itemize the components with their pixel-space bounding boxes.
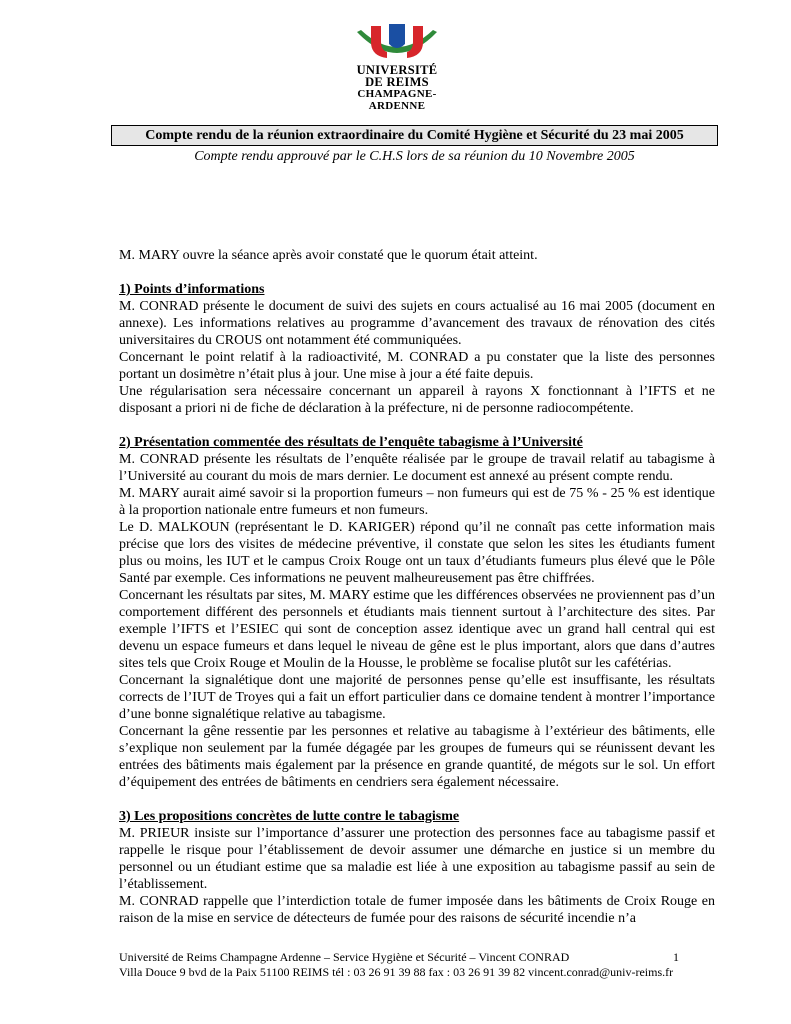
logo-line-2: DE REIMS: [365, 75, 429, 89]
intro-paragraph: M. MARY ouvre la séance après avoir constaté que le quorum était atteint.: [119, 248, 538, 263]
footer-address-line: Villa Douce 9 bvd de la Paix 51100 REIMS tél : 03 26 91 39 88 fax : 03 26 91 39 82 vincent.conrad@univ-reims.fr: [119, 965, 674, 979]
section-1-paragraph: M. CONRAD présente le document de suivi des sujets en cours actualisé au 16 mai 2005 (document en annexe). Les informations relatives au programme d’avancement des travaux de rénovation des cités universitaires du CROUS ont notamment été communiquées.: [119, 299, 715, 348]
section-3-paragraph: M. CONRAD rappelle que l’interdiction totale de fumer imposée dans les bâtiments de Croix Rouge en raison de la mise en service de détecteurs de fumée pour des raisons de sécurité incendie n’a: [119, 894, 715, 926]
section-1-paragraph: Concernant le point relatif à la radioactivité, M. CONRAD a pu constater que la liste des personnes portant un dosimètre n’était plus à jour. Une mise à jour a été faite depuis.: [119, 350, 715, 382]
section-1-heading: 1) Points d’informations: [119, 282, 265, 297]
document-subtitle: Compte rendu approuvé par le C.H.S lors de sa réunion du 10 Novembre 2005: [194, 149, 635, 164]
section-2-paragraph: M. CONRAD présente les résultats de l’enquête réalisée par le groupe de travail relatif au tabagisme à l’Université au courant du mois de mars dernier. Le document est annexé au présent compte rendu.: [119, 452, 715, 484]
section-2-paragraph: Concernant la signalétique dont une majorité de personnes pense qu’elle est insuffisante, les résultats corrects de l’IUT de Troyes qui a fait un effort particulier dans ce domaine tendent à montrer l’importance d’une bonne signalétique relative au tabagisme.: [119, 673, 715, 722]
page-number: 1: [673, 950, 679, 964]
section-2-heading: 2) Présentation commentée des résultats de l’enquête tabagisme à l’Université: [119, 435, 583, 450]
document-body: [119, 247, 715, 927]
section-1-paragraph: Une régularisation sera nécessaire concernant un appareil à rayons X fonctionnant à l’IFTS et ne disposant a priori ni de fiche de déclaration à la préfecture, ni de personne radiocompétente.: [119, 384, 715, 416]
document-title: Compte rendu de la réunion extraordinaire du Comité Hygiène et Sécurité du 23 mai 2005: [111, 125, 718, 146]
section-2-paragraph: Concernant la gêne ressentie par les personnes et relative au tabagisme à l’extérieur des bâtiments, elle s’explique non seulement par la fumée dégagée par les groupes de fumeurs qui se réunissent devant les entrées des bâtiments mais également par la présence en grande quantité, de mégots sur le sol. Un effort d’équipement des entrées de bâtiments en cendriers sera également nécessaire.: [119, 724, 715, 790]
page-footer: [119, 950, 679, 980]
section-2-paragraph: Concernant les résultats par sites, M. MARY estime que les différences observées ne proviennent pas d’un comportement différent des personnels et étudiants mais tiennent surtout à l’architecture des sites. Par exemple l’IFTS et l’ESIEC qui sont de conception assez identique avec un grand hall central qui est devenu un espace fumeurs et dans lequel le niveau de gêne est le plus important, alors que dans d’autres sites tels que Croix Rouge et Moulin de la Housse, le problème se focalise plutôt sur les cafétérias.: [119, 588, 716, 671]
section-3-heading: 3) Les propositions concrètes de lutte contre le tabagisme: [119, 809, 460, 824]
university-logo-icon: [355, 22, 439, 62]
section-3-paragraph: M. PRIEUR insiste sur l’importance d’assurer une protection des personnes face au tabagisme passif et rappelle le risque pour l’établissement de devoir assumer une démarche en justice si un membre du personnel ou un étudiant estime que sa maladie est liée à une exposition au tabagisme passif au sein de l’établissement.: [119, 826, 715, 892]
logo-line-1: UNIVERSITÉ: [356, 63, 438, 77]
section-2-paragraph: M. MARY aurait aimé savoir si la proportion fumeurs – non fumeurs qui est de 75 % - 25 % est identique à la proportion nationale entre fumeurs et non fumeurs.: [119, 486, 715, 518]
footer-service-line: Université de Reims Champagne Ardenne – Service Hygiène et Sécurité – Vincent CONRAD: [119, 950, 570, 964]
section-2-paragraph: Le D. MALKOUN (représentant le D. KARIGER) répond qu’il ne connaît pas cette information mais précise que lors des visites de médecine préventive, il constate que selon les sites les étudiants fument plus ou moins, les IUT et le campus Croix Rouge ont un taux d’étudiants fumeurs plus élevé que le Pôle Santé par exemple. Ces informations ne peuvent malheureusement pas être chiffrées.: [119, 520, 715, 586]
university-logo: [330, 22, 464, 112]
logo-line-3: CHAMPAGNE-ARDENNE: [357, 88, 437, 112]
